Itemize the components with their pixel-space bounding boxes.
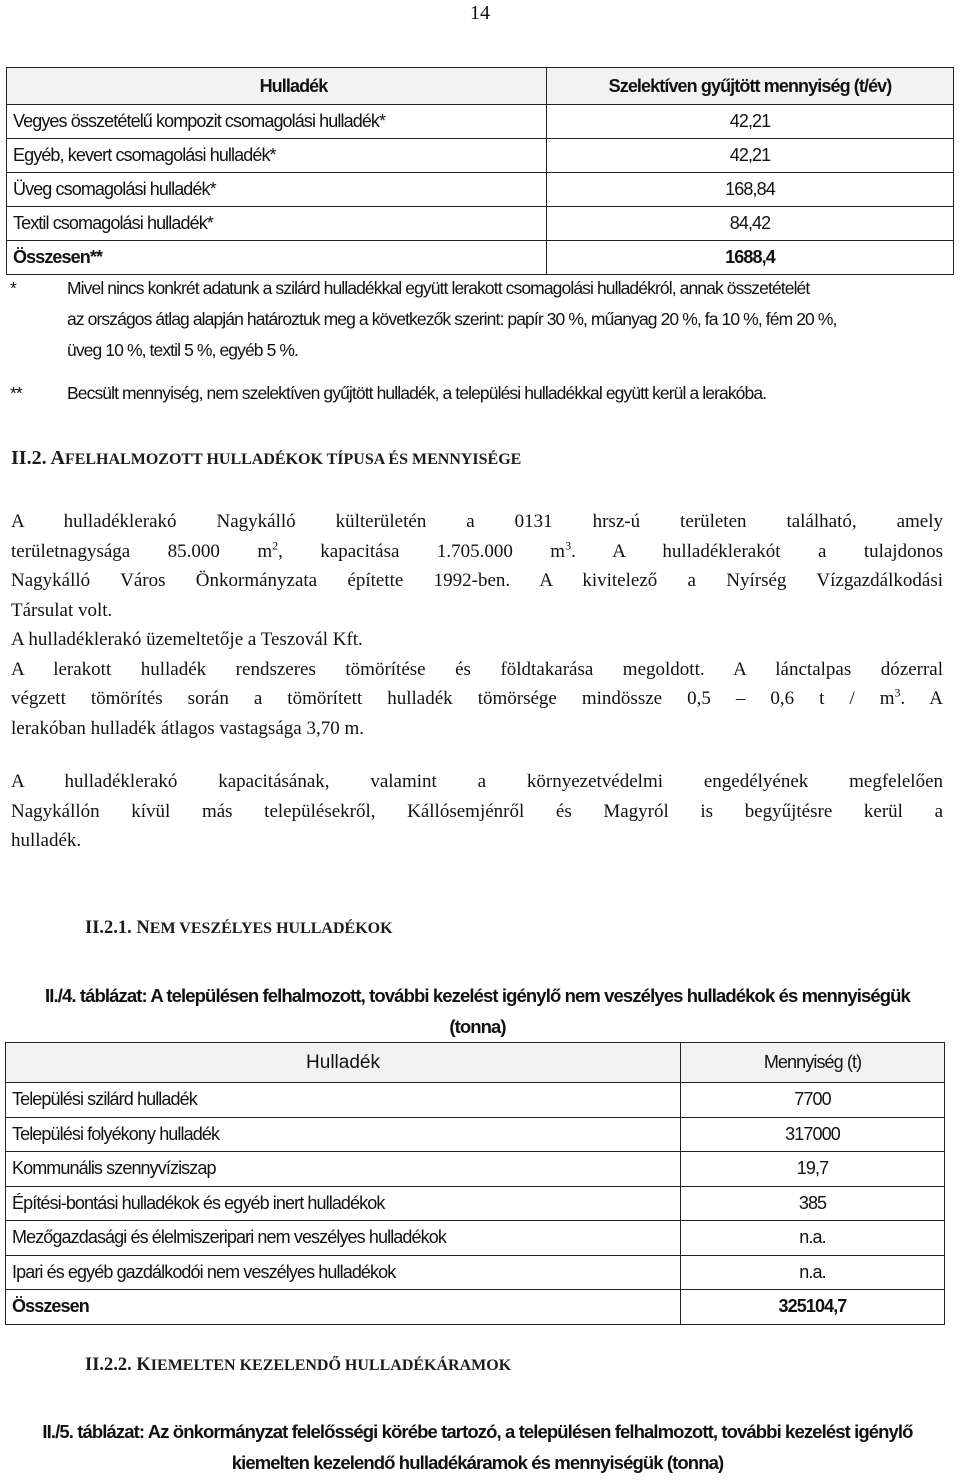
row-value: 84,42 bbox=[547, 207, 954, 241]
footnote-text bbox=[67, 378, 957, 409]
paragraph-line: Nagykálló Város Önkormányzata építette 1992-ben. A kivitelező a Nyírség Vízgazdálkodási bbox=[11, 570, 943, 591]
paragraph-line: A hulladéklerakó üzemeltetője a Teszovál Kft. bbox=[11, 629, 363, 650]
footnote-text bbox=[67, 273, 957, 366]
row-label: Mezőgazdasági és élelmiszeripari nem veszélyes hulladékok bbox=[6, 1221, 681, 1256]
row-label: Ipari és egyéb gazdálkodói nem veszélyes hulladékok bbox=[6, 1255, 681, 1290]
section-number: II.2.2. bbox=[85, 1355, 132, 1375]
row-value: 168,84 bbox=[547, 173, 954, 207]
page-number: 14 bbox=[470, 2, 490, 24]
table-row bbox=[6, 1255, 945, 1290]
section-title-initial: K bbox=[136, 1355, 151, 1375]
total-label: Összesen bbox=[6, 1290, 681, 1325]
footnote-line: az országos átlag alapján határoztuk meg a következők szerint: papír 30 %, műanyag 20 %, fa 10 %, fém 20 %, bbox=[67, 309, 837, 329]
table-row bbox=[6, 1186, 945, 1221]
column-header-waste: Hulladék bbox=[7, 68, 547, 105]
paragraph-line: Nagykállón kívül más településekről, Kállósemjénről és Magyról is begyűjtésre kerül a bbox=[11, 800, 943, 822]
caption-line: kiemelten kezelendő hulladékáramok és mennyiségük (tonna) bbox=[231, 1452, 724, 1473]
row-value: 7700 bbox=[681, 1083, 945, 1118]
table-total-row bbox=[7, 241, 954, 275]
section-title: FELHALMOZOTT HULLADÉKOK TÍPUSA ÉS MENNYISÉGE bbox=[64, 451, 522, 468]
row-label: Települési szilárd hulladék bbox=[6, 1083, 681, 1118]
row-value: 317000 bbox=[681, 1117, 945, 1152]
row-value: n.a. bbox=[681, 1221, 945, 1256]
paragraph-line: hulladék. bbox=[11, 830, 82, 851]
section-title: EM VESZÉLYES HULLADÉKOK bbox=[149, 920, 393, 937]
paragraph-line: A hulladéklerakó Nagykálló külterületén a 0131 hrsz-ú területen található, amely bbox=[11, 511, 943, 532]
row-label: Vegyes összetételű kompozit csomagolási hulladék* bbox=[7, 105, 547, 139]
row-value: n.a. bbox=[681, 1255, 945, 1290]
table-row bbox=[6, 1117, 945, 1152]
row-value: 42,21 bbox=[547, 105, 954, 139]
section-title: IEMELTEN KEZELENDŐ HULLADÉKÁRAMOK bbox=[150, 1357, 512, 1374]
section-heading-ii2 bbox=[11, 447, 521, 470]
total-value: 1688,4 bbox=[547, 241, 954, 275]
footnote-mark: ** bbox=[10, 383, 22, 403]
table-header-row bbox=[7, 68, 954, 105]
footnote-line: Becsült mennyiség, nem szelektíven gyűjtött hulladék, a települési hulladékkal együtt kerül a lerakóba. bbox=[67, 383, 767, 403]
table-row bbox=[6, 1083, 945, 1118]
table-header-row bbox=[6, 1043, 945, 1083]
table-caption-5 bbox=[10, 1416, 945, 1478]
caption-line: (tonna) bbox=[449, 1016, 506, 1037]
table-row bbox=[7, 105, 954, 139]
row-label: Települési folyékony hulladék bbox=[6, 1117, 681, 1152]
table-total-row bbox=[6, 1290, 945, 1325]
selective-collection-table bbox=[6, 67, 954, 275]
row-label: Üveg csomagolási hulladék* bbox=[7, 173, 547, 207]
row-label: Textil csomagolási hulladék* bbox=[7, 207, 547, 241]
paragraph-line: területnagysága 85.000 $m^2$, kapacitása 1.705.000 $m^3$. A hulladéklerakót a tulajdonos bbox=[11, 538, 943, 562]
section-number: II.2. bbox=[11, 447, 47, 469]
footnote-line: üveg 10 %, textil 5 %, egyéb 5 %. bbox=[67, 340, 299, 360]
column-header-quantity: Szelektíven gyűjtött mennyiség (t/év) bbox=[547, 68, 954, 105]
paragraph-line: Társulat volt. bbox=[11, 599, 113, 621]
row-label: Egyéb, kevert csomagolási hulladék* bbox=[7, 139, 547, 173]
footnote-line: Mivel nincs konkrét adatunk a szilárd hulladékkal együtt lerakott csomagolási hulladékról, annak összetételét bbox=[67, 278, 810, 298]
paragraph-line: A hulladéklerakó kapacitásának, valamint a környezetvédelmi engedélyének megfelelően bbox=[11, 771, 943, 792]
table-row bbox=[7, 173, 954, 207]
table-row bbox=[7, 139, 954, 173]
row-value: 385 bbox=[681, 1186, 945, 1221]
section-heading-ii21 bbox=[85, 918, 393, 939]
column-header-waste: Hulladék bbox=[6, 1043, 681, 1083]
total-value: 325104,7 bbox=[681, 1290, 945, 1325]
section-title-initial: A bbox=[50, 447, 65, 469]
caption-line: II./4. táblázat: A településen felhalmozott, további kezelést igénylő nem veszélyes hulladékok és mennyiségük bbox=[45, 985, 910, 1006]
section-heading-ii22 bbox=[85, 1355, 511, 1376]
paragraph-line: A lerakott hulladék rendszeres tömörítése és földtakarása megoldott. A lánctalpas dózerral bbox=[11, 658, 943, 680]
table-caption-4 bbox=[10, 980, 945, 1042]
column-header-quantity: Mennyiség (t) bbox=[681, 1043, 945, 1083]
paragraph-landfill bbox=[11, 507, 943, 743]
row-label: Építési-bontási hulladékok és egyéb inert hulladékok bbox=[6, 1186, 681, 1221]
table-row bbox=[6, 1152, 945, 1187]
total-label: Összesen** bbox=[7, 241, 547, 275]
paragraph-line: lerakóban hulladék átlagos vastagsága 3,70 m. bbox=[11, 717, 364, 739]
section-title-initial: N bbox=[136, 918, 150, 938]
paragraph-line: végzett tömörítés során a tömörített hulladék tömörsége mindössze 0,5 – 0,6 t / $m^3$. A bbox=[11, 685, 943, 709]
footnote-mark: * bbox=[10, 278, 16, 298]
row-label: Kommunális szennyvíziszap bbox=[6, 1152, 681, 1187]
row-value: 42,21 bbox=[547, 139, 954, 173]
table-row bbox=[6, 1221, 945, 1256]
section-number: II.2.1. bbox=[85, 918, 132, 938]
paragraph-capacity bbox=[11, 767, 943, 856]
caption-line: II./5. táblázat: Az önkormányzat felelősségi körébe tartozó, a településen felhalmozott, további kezelést igénylő bbox=[42, 1421, 913, 1442]
row-value: 19,7 bbox=[681, 1152, 945, 1187]
non-hazardous-waste-table bbox=[5, 1042, 945, 1325]
table-row bbox=[7, 207, 954, 241]
